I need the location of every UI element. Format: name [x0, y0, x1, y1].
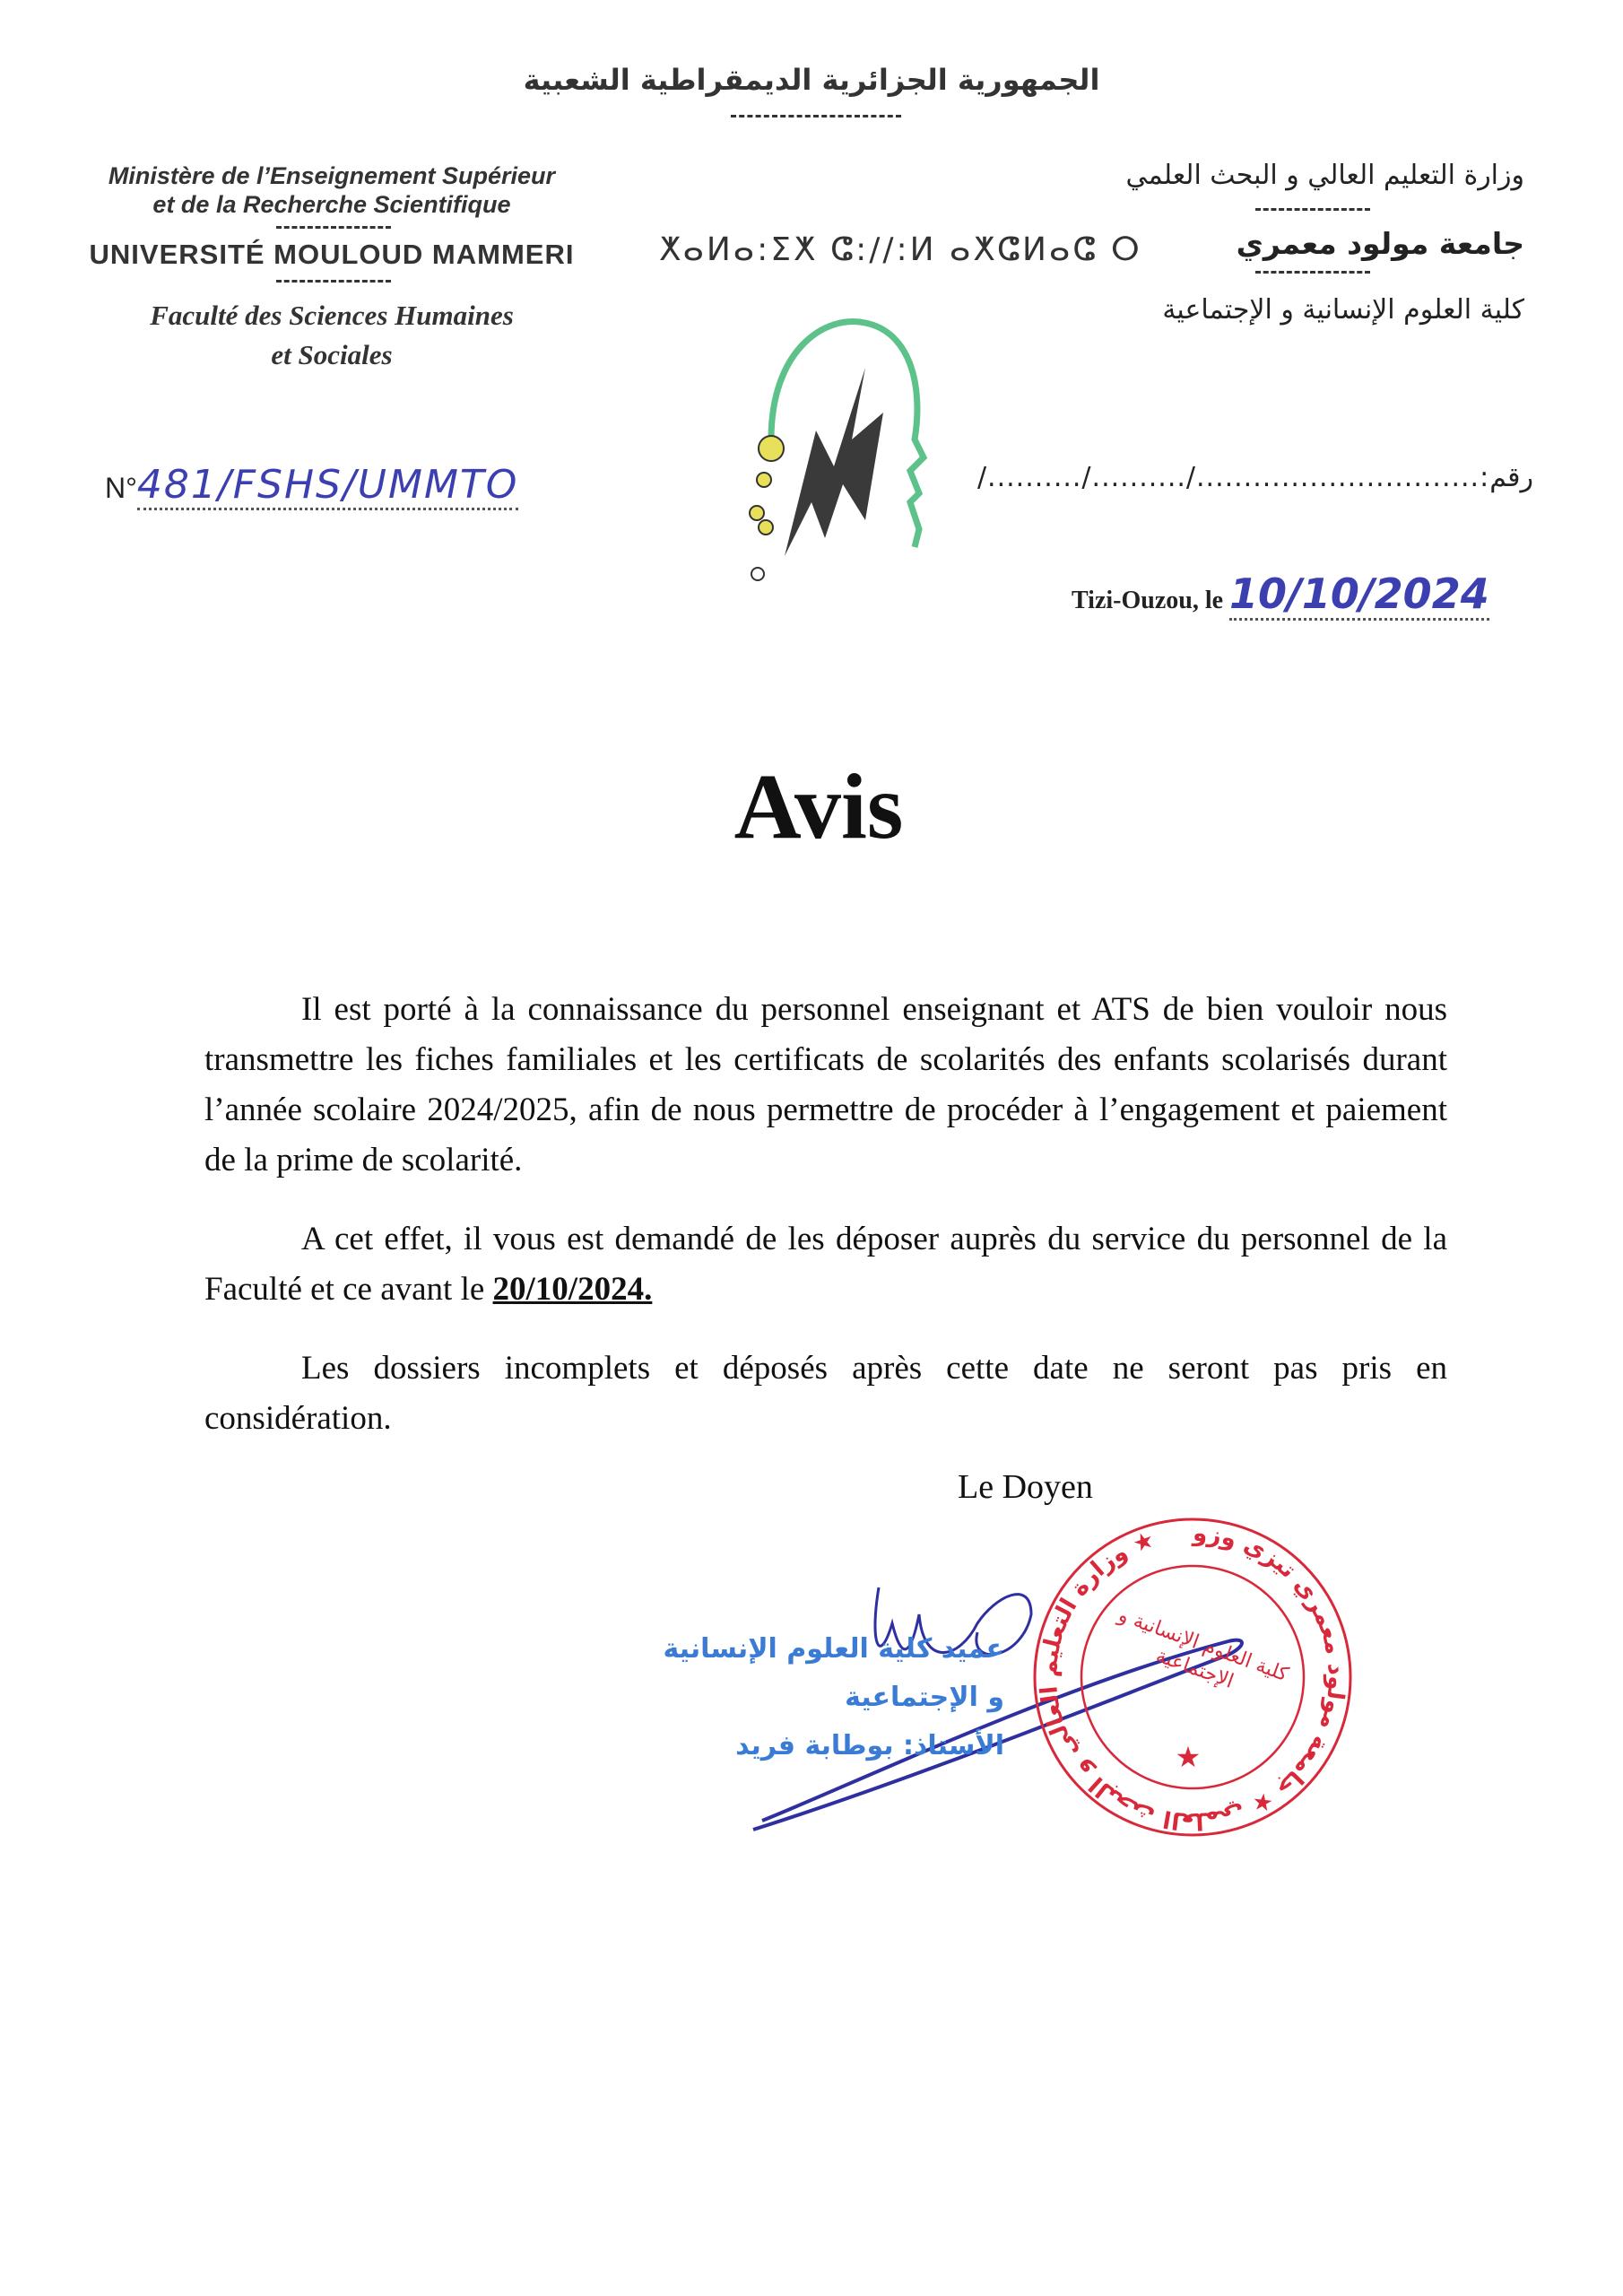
divider	[276, 280, 391, 283]
dean-stamp-line3: الأستاذ: بوطابة فريد	[735, 1730, 1004, 1761]
university-ar: جامعة مولود معمري	[1236, 226, 1524, 261]
ministry-fr	[54, 161, 610, 219]
divider	[731, 115, 901, 117]
university-logo	[717, 314, 950, 592]
dean-stamp-line1: عميد كلية العلوم الإنسانية	[663, 1633, 1004, 1665]
faculty-fr-line2: et Sociales	[271, 339, 393, 370]
seal-star-icon: ★	[1175, 1741, 1202, 1773]
reference-number	[105, 462, 518, 508]
ministry-ar: وزارة التعليم العالي و البحث العلمي	[1125, 160, 1524, 191]
place-date	[1072, 570, 1489, 618]
paragraph-2	[204, 1214, 1447, 1315]
university-fr: UNIVERSITÉ MOULOUD MAMMERI	[89, 239, 575, 270]
divider	[1255, 271, 1370, 274]
reference-number-label: N°	[105, 472, 137, 504]
place-label: Tizi-Ouzou, le	[1072, 587, 1224, 614]
paragraph-2-text: A cet effet, il vous est demandé de les déposer auprès du service du personnel de la Faculté et ce avant le	[204, 1221, 1447, 1308]
seal-inner-text: كلية العلوم الإنسانية و الإجتماعية	[1115, 1604, 1291, 1693]
raqm-blank: /........../........../..............................:	[976, 462, 1490, 493]
ministry-fr-line1: Ministère de l’Enseignement Supérieur	[108, 162, 556, 189]
date-value: 10/10/2024	[1229, 570, 1489, 621]
document-body	[204, 985, 1447, 1509]
signatory-title: Le Doyen	[958, 1468, 1093, 1506]
republic-title-ar: الجمهورية الجزائرية الديمقراطية الشعبية	[523, 63, 1100, 97]
paragraph-1-text: Il est porté à la connaissance du personnel enseignant et ATS de bien vouloir nous transmettre les fiches familiales et les certificats de scolarités des enfants scolarisés durant l’année scolaire 2024/2025, afin de nous permettre de procéder à l’engagement et paiement de la prime de scolarité.	[204, 991, 1447, 1178]
seal-outer-text: وزارة التعليم العالي و البحث العلمي ★ جامعة مولود معمري تيزي وزو ★	[1035, 1519, 1350, 1835]
deadline-date: 20/10/2024.	[492, 1271, 653, 1308]
reference-number-value: 481/FSHS/UMMTO	[137, 462, 519, 510]
divider	[1255, 208, 1370, 211]
ministry-fr-line2: et de la Recherche Scientifique	[152, 191, 511, 218]
faculty-ar: كلية العلوم الإنسانية و الإجتماعية	[1162, 294, 1524, 326]
document-title: Avis	[733, 755, 904, 858]
university-tifinagh: ⵅⴰⵍⴰ:ⵉⵅ ⵛ://:ⵍ ⴰⵅⵛⵍⴰⵛ ⵔ	[659, 231, 1142, 268]
reference-ar	[977, 462, 1533, 493]
paragraph-3-text: Les dossiers incomplets et déposés après cette date ne seront pas pris en considération.	[204, 1350, 1447, 1437]
faculty-fr-line1: Faculté des Sciences Humaines	[150, 300, 514, 331]
paragraph-3	[204, 1344, 1447, 1444]
paragraph-1	[204, 985, 1447, 1186]
dean-stamp-line2: و الإجتماعية	[845, 1682, 1004, 1713]
raqm-label: رقم	[1489, 462, 1533, 493]
divider	[276, 226, 391, 229]
dean-stamp	[574, 1625, 1004, 1770]
faculty-fr	[54, 296, 610, 375]
